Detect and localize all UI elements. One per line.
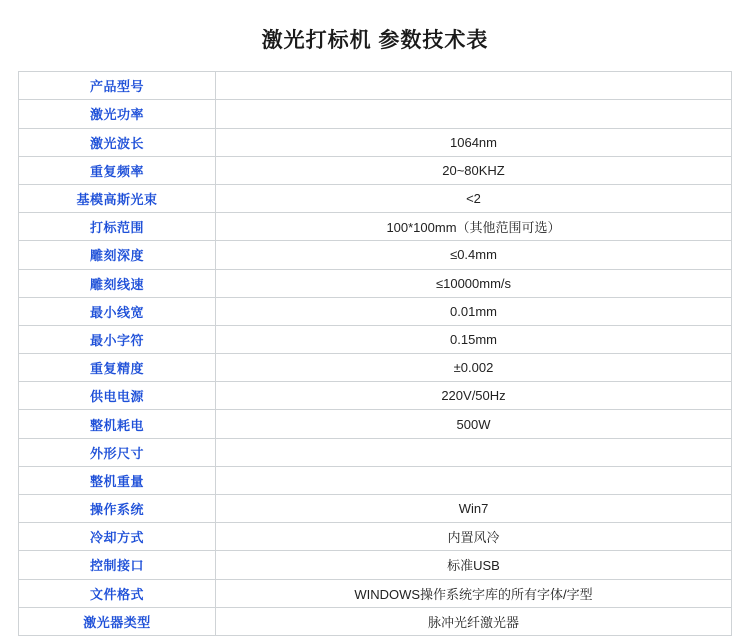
row-label: 控制接口 xyxy=(19,551,216,579)
row-value xyxy=(216,466,732,494)
row-value xyxy=(216,100,732,128)
row-value: 标准USB xyxy=(216,551,732,579)
row-value: 500W xyxy=(216,410,732,438)
table-row xyxy=(19,607,732,635)
table-row xyxy=(19,410,732,438)
row-value: 脉冲光纤激光器 xyxy=(216,607,732,635)
table-row xyxy=(19,354,732,382)
row-value: 20~80KHZ xyxy=(216,156,732,184)
row-value: ≤0.4mm xyxy=(216,241,732,269)
row-label: 雕刻深度 xyxy=(19,241,216,269)
row-label: 操作系统 xyxy=(19,495,216,523)
table-row xyxy=(19,579,732,607)
row-value: ±0.002 xyxy=(216,354,732,382)
row-label: 供电电源 xyxy=(19,382,216,410)
row-label: 最小字符 xyxy=(19,325,216,353)
spec-table-body xyxy=(19,72,732,636)
table-row xyxy=(19,269,732,297)
row-label: 打标范围 xyxy=(19,213,216,241)
row-label: 激光功率 xyxy=(19,100,216,128)
table-row xyxy=(19,297,732,325)
row-label: 重复频率 xyxy=(19,156,216,184)
row-value xyxy=(216,72,732,100)
table-row xyxy=(19,523,732,551)
page-title: 激光打标机 参数技术表 xyxy=(261,29,489,52)
row-label: 文件格式 xyxy=(19,579,216,607)
table-row xyxy=(19,213,732,241)
row-label: 激光波长 xyxy=(19,128,216,156)
row-label: 冷却方式 xyxy=(19,523,216,551)
row-label: 整机重量 xyxy=(19,466,216,494)
row-label: 激光器类型 xyxy=(19,607,216,635)
row-value: 0.15mm xyxy=(216,325,732,353)
row-value: 100*100mm（其他范围可选） xyxy=(216,213,732,241)
row-value xyxy=(216,438,732,466)
row-label: 整机耗电 xyxy=(19,410,216,438)
table-row xyxy=(19,438,732,466)
row-value: 1064nm xyxy=(216,128,732,156)
row-value: 220V/50Hz xyxy=(216,382,732,410)
table-row xyxy=(19,382,732,410)
row-value: Win7 xyxy=(216,495,732,523)
table-row xyxy=(19,156,732,184)
table-row xyxy=(19,184,732,212)
row-label: 重复精度 xyxy=(19,354,216,382)
table-row xyxy=(19,551,732,579)
row-label: 基模高斯光束 xyxy=(19,184,216,212)
table-row xyxy=(19,241,732,269)
row-label: 产品型号 xyxy=(19,72,216,100)
row-value: 内置风冷 xyxy=(216,523,732,551)
row-label: 雕刻线速 xyxy=(19,269,216,297)
row-value: WINDOWS操作系统字库的所有字体/字型 xyxy=(216,579,732,607)
row-label: 外形尺寸 xyxy=(19,438,216,466)
table-row xyxy=(19,325,732,353)
row-label: 最小线宽 xyxy=(19,297,216,325)
row-value: ≤10000mm/s xyxy=(216,269,732,297)
table-row xyxy=(19,128,732,156)
row-value: 0.01mm xyxy=(216,297,732,325)
table-row xyxy=(19,100,732,128)
table-row xyxy=(19,466,732,494)
row-value: <2 xyxy=(216,184,732,212)
spec-table xyxy=(18,71,732,636)
table-row xyxy=(19,72,732,100)
table-row xyxy=(19,495,732,523)
